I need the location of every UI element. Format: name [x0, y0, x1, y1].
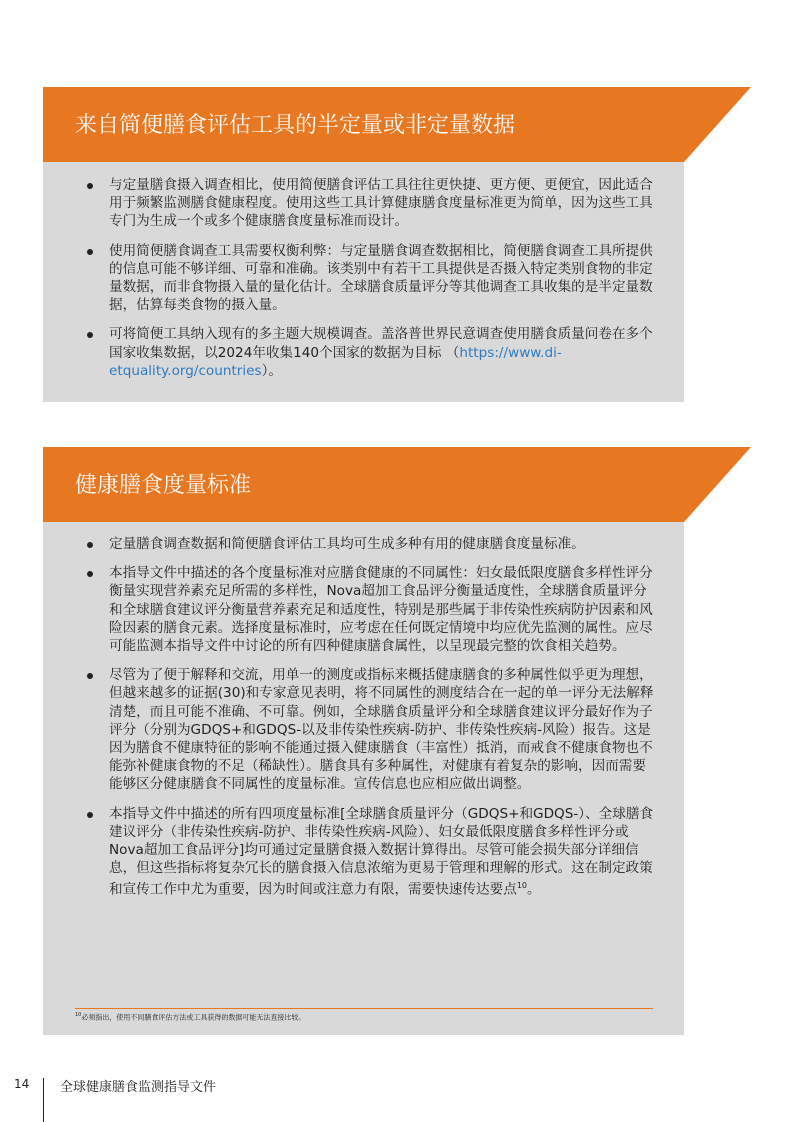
bullet-icon	[87, 812, 93, 818]
bullet-icon	[87, 542, 93, 548]
document-title: 全球健康膳食监测指导文件	[60, 1080, 217, 1095]
bullet-icon	[87, 332, 93, 338]
bullet-icon	[87, 183, 93, 189]
countries-link[interactable]: https://www.di-etquality.org/countries	[109, 344, 562, 379]
footnote-marker: 10	[75, 1012, 82, 1018]
section2-bullet-list	[43, 535, 684, 910]
bullet-text: 本指导文件中描述的各个度量标准对应膳食健康的不同属性：妇女最低限度膳食多样性评分衡量实现营养素充足所需的多样性，Nova超加工食品评分衡量适度性，全球膳食质量评分和全球膳食建议评分衡量营养素充足和适度性，特别是那些属于非传染性疾病防护因素和风险因素的膳食元素。选择度量标准时，应考虑在任何既定情境中均应优先监测的属性。应尽可能监测本指导文件中讨论的所有四种健康膳食属性，以呈现最完整的饮食相关趋势。	[109, 565, 653, 655]
list-item	[43, 176, 684, 231]
footnote-divider	[75, 1008, 653, 1009]
list-item	[43, 535, 684, 553]
bullet-text: 定量膳食调查数据和简便膳食评估工具均可生成多种有用的健康膳食度量标准。	[109, 536, 585, 552]
list-item	[43, 805, 684, 900]
list-item	[43, 242, 684, 315]
footnote-text: 必须指出，使用不同膳食评估方法或工具获得的数据可能无法直接比较。	[81, 1013, 306, 1022]
bullet-icon	[87, 571, 93, 577]
list-item	[43, 564, 684, 655]
bullet-text: 尽管为了便于解释和交流，用单一的测度或指标来概括健康膳食的多种属性似乎更为理想，但越来越多的证据(30)和专家意见表明，将不同属性的测度结合在一起的单一评分无法解释清楚，而且可能不准确、不可靠。例如，全球膳食质量评分和全球膳食建议评分最好作为子评分（分别为GDQS+和GDQS-以及非传染性疾病-防护、非传染性疾病-风险）报告。这是因为膳食不健康特征的影响不能通过摄入健康膳食（丰富性）抵消，而戒食不健康食物也不能弥补健康食物的不足（稀缺性）。膳食具有多种属性，对健康有着复杂的影响，因而需要能够区分健康膳食不同属性的度量标准。宣传信息也应相应做出调整。	[109, 667, 654, 793]
section2-banner	[43, 447, 751, 522]
bullet-suffix: 。	[527, 881, 541, 898]
list-item	[43, 666, 684, 793]
section1-bullet-list	[43, 176, 684, 391]
section-panel-semi-quantitative	[43, 162, 684, 402]
bullet-text: 使用简便膳食调查工具需要权衡利弊：与定量膳食调查数据相比，简便膳食调查工具所提供的信息可能不够详细、可靠和准确。该类别中有若干工具提供是否摄入特定类别食物的非定量数据，而非食物摄入量的量化估计。全球膳食质量评分等其他调查工具收集的是半定量数据，估算每类食物的摄入量。	[109, 242, 653, 314]
section2-title: 健康膳食度量标准	[75, 473, 252, 498]
footnote	[75, 1012, 305, 1022]
bullet-icon	[87, 673, 93, 679]
section1-title: 来自简便膳食评估工具的半定量或非定量数据	[75, 113, 516, 138]
footer-divider	[43, 1078, 44, 1122]
bullet-suffix: ）。	[261, 362, 283, 379]
list-item	[43, 325, 684, 380]
footnote-ref: 10	[516, 881, 527, 891]
section-panel-healthy-diet-metrics	[43, 521, 684, 1035]
bullet-icon	[87, 249, 93, 255]
bullet-text: 可将简便工具纳入现有的多主题大规模调查。盖洛普世界民意调查使用膳食质量问卷在多个国家收集数据，以2024年收集140个国家的数据为目标 （	[109, 326, 653, 361]
bullet-text: 本指导文件中描述的所有四项度量标准[全球膳食质量评分（GDQS+和GDQS-）、全球膳食建议评分（非传染性疾病-防护、非传染性疾病-风险）、妇女最低限度膳食多样性评分或Nova超加工食品评分]均可通过定量膳食摄入数据计算得出。尽管可能会损失部分详细信息，但这些指标将复杂冗长的膳食摄入信息浓缩为更易于管理和理解的形式。这在制定政策和宣传工作中尤为重要，因为时间或注意力有限，需要快速传达要点	[109, 805, 654, 898]
bullet-text: 与定量膳食摄入调查相比，使用简便膳食评估工具往往更快捷、更方便、更便宜，因此适合用于频繁监测膳食健康程度。使用这些工具计算健康膳食度量标准更为简单，因为这些工具专门为生成一个或多个健康膳食度量标准而设计。	[109, 177, 653, 230]
page-number: 14	[14, 1077, 30, 1091]
section1-banner	[43, 87, 751, 162]
